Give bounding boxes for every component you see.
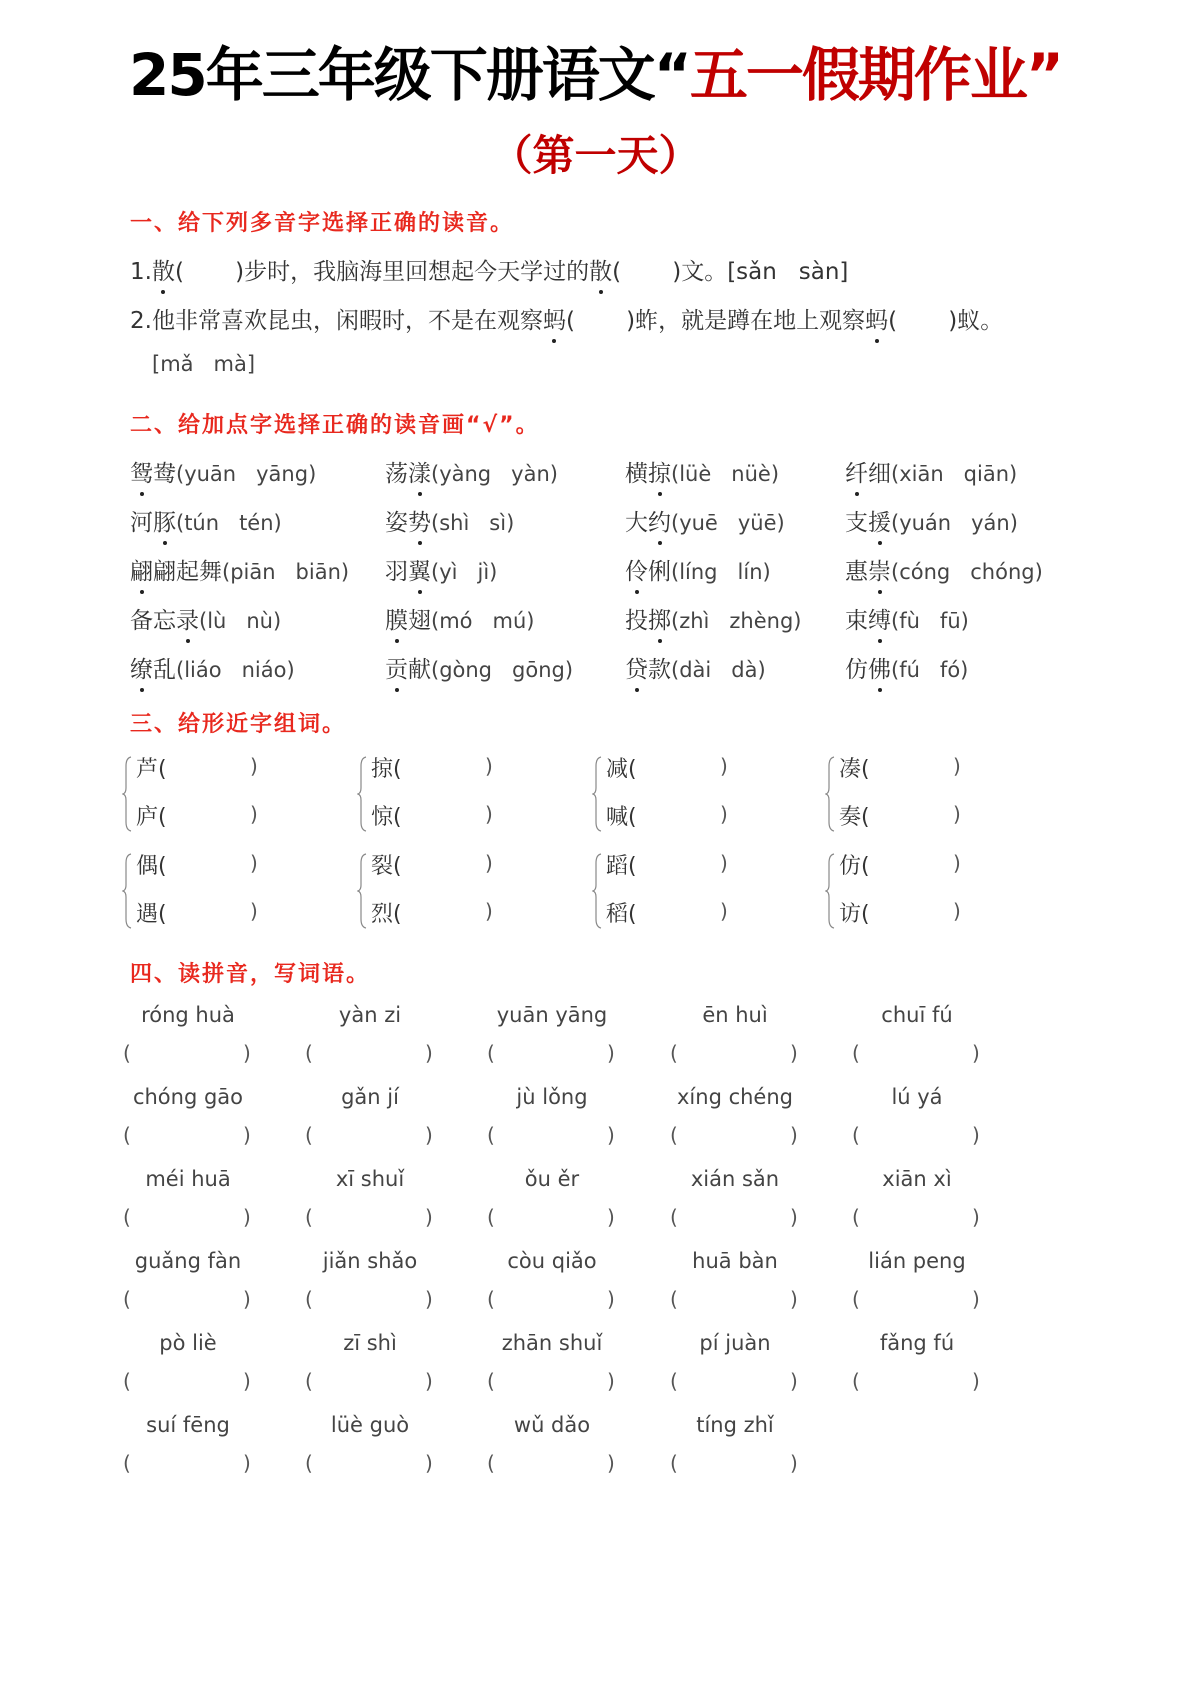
- pinyin-options[interactable]: (fù fū): [891, 609, 969, 633]
- answer-blank[interactable]: ): [953, 802, 961, 826]
- answer-close[interactable]: ): [243, 1041, 251, 1065]
- char: 凑: [839, 757, 862, 782]
- dotted-char: 豚: [153, 504, 176, 537]
- answer-close[interactable]: ): [607, 1041, 615, 1065]
- answer-open[interactable]: (: [123, 1205, 131, 1229]
- word-item: [625, 651, 766, 684]
- answer-open: (: [861, 854, 870, 879]
- pinyin-options[interactable]: (yì jì): [431, 560, 498, 584]
- answer-close[interactable]: ): [425, 1451, 433, 1475]
- answer-close[interactable]: ): [607, 1369, 615, 1393]
- pinyin-text: xī shuǐ: [335, 1167, 405, 1191]
- answer-close[interactable]: ): [243, 1369, 251, 1393]
- answer-blank[interactable]: ): [485, 899, 493, 923]
- word-text: 翩起舞: [153, 559, 222, 585]
- dotted-char: 漾: [408, 455, 431, 488]
- pinyin-text: méi huā: [145, 1167, 231, 1191]
- answer-close[interactable]: ): [790, 1287, 798, 1311]
- char-line: [606, 800, 637, 831]
- answer-open[interactable]: (: [487, 1451, 495, 1475]
- answer-open: (: [158, 854, 167, 879]
- word-text: 仿: [845, 657, 868, 683]
- char: 仿: [839, 854, 862, 879]
- pinyin-text: lú yá: [891, 1085, 943, 1109]
- answer-close[interactable]: ): [607, 1451, 615, 1475]
- word-text: 荡: [385, 461, 408, 487]
- dotted-char: 纤: [845, 455, 868, 488]
- answer-open: (: [158, 805, 167, 830]
- pinyin-options[interactable]: (yuān yāng): [176, 462, 317, 486]
- answer-open[interactable]: (: [305, 1041, 313, 1065]
- answer-blank[interactable]: ): [250, 851, 258, 875]
- char-line: [136, 800, 167, 831]
- pinyin-text: zī shì: [343, 1331, 397, 1355]
- answer-close[interactable]: ): [607, 1205, 615, 1229]
- word-item: [385, 651, 573, 684]
- pinyin-text: lián peng: [868, 1249, 966, 1273]
- word-text: 支: [845, 510, 868, 536]
- pinyin-text: fǎng fú: [879, 1331, 955, 1355]
- answer-close[interactable]: ): [972, 1041, 980, 1065]
- answer-open[interactable]: (: [670, 1451, 678, 1475]
- answer-open[interactable]: (: [123, 1123, 131, 1147]
- page-title: [0, 40, 1191, 110]
- answer-open[interactable]: (: [487, 1287, 495, 1311]
- pinyin-text: ǒu ěr: [524, 1167, 580, 1191]
- section2-row: [130, 602, 1110, 642]
- answer-open[interactable]: (: [670, 1205, 678, 1229]
- word-text: 俐: [648, 559, 671, 585]
- word-text: 乱: [153, 657, 176, 683]
- answer-open: (: [393, 854, 402, 879]
- pinyin-options[interactable]: (liáo niáo): [176, 658, 295, 682]
- section1-heading: 一、给下列多音字选择正确的读音。: [130, 211, 515, 236]
- answer-open[interactable]: (: [487, 1205, 495, 1229]
- section1-question-2-options: [mǎ mà]: [152, 352, 256, 376]
- brace-icon: [825, 853, 835, 929]
- answer-close[interactable]: ): [790, 1369, 798, 1393]
- pinyin-options[interactable]: (xiān qiān): [891, 462, 1018, 486]
- pinyin-options[interactable]: (yàng yàn): [431, 462, 558, 486]
- answer-blank[interactable]: ): [485, 802, 493, 826]
- pinyin-text: pí juàn: [699, 1331, 771, 1355]
- pinyin-options[interactable]: (yuē yüē): [671, 511, 785, 535]
- pinyin-text: ēn huì: [702, 1003, 768, 1027]
- pinyin-options[interactable]: (cóng chóng): [891, 560, 1043, 584]
- char: 遇: [136, 902, 159, 927]
- pinyin-text: yàn zi: [338, 1003, 402, 1027]
- char: 减: [606, 757, 629, 782]
- word-text: 备忘: [130, 608, 176, 634]
- answer-open[interactable]: (: [487, 1041, 495, 1065]
- pinyin-text: xián sǎn: [690, 1167, 780, 1191]
- char-line: [839, 849, 870, 880]
- char-line: [839, 897, 870, 928]
- answer-blank[interactable]: ): [953, 754, 961, 778]
- brace-icon: [122, 853, 132, 929]
- answer-close[interactable]: ): [790, 1123, 798, 1147]
- pinyin-text: xíng chéng: [677, 1085, 793, 1109]
- answer-close[interactable]: ): [243, 1205, 251, 1229]
- char: 庐: [136, 805, 159, 830]
- pinyin-options[interactable]: (líng lín): [671, 560, 771, 584]
- answer-open[interactable]: (: [670, 1287, 678, 1311]
- answer-close[interactable]: ): [607, 1123, 615, 1147]
- pinyin-options[interactable]: (yuán yán): [891, 511, 1018, 535]
- brace-icon: [357, 853, 367, 929]
- answer-open[interactable]: (: [305, 1369, 313, 1393]
- answer-close[interactable]: ): [972, 1287, 980, 1311]
- word-text: 款: [648, 657, 671, 683]
- section2-row: [130, 504, 1110, 544]
- word-text: 献: [408, 657, 431, 683]
- dotted-char: 散: [589, 253, 612, 286]
- dotted-char: 散: [152, 253, 175, 286]
- answer-open: (: [628, 805, 637, 830]
- answer-open[interactable]: (: [123, 1369, 131, 1393]
- char: 芦: [136, 757, 159, 782]
- answer-blank[interactable]: ): [250, 899, 258, 923]
- dotted-char: 录: [176, 602, 199, 635]
- answer-open[interactable]: (: [852, 1287, 860, 1311]
- answer-blank[interactable]: ): [720, 899, 728, 923]
- pinyin-text: chóng gāo: [132, 1085, 244, 1109]
- answer-open: (: [393, 757, 402, 782]
- section2-row: [130, 455, 1110, 495]
- pinyin-text: yuān yāng: [496, 1003, 608, 1027]
- word-text: 姿: [385, 510, 408, 536]
- word-item: [845, 602, 969, 635]
- answer-blank[interactable]: ): [720, 851, 728, 875]
- section2-row: [130, 553, 1110, 593]
- word-item: [130, 553, 349, 586]
- answer-close[interactable]: ): [972, 1369, 980, 1393]
- answer-close[interactable]: ): [243, 1287, 251, 1311]
- word-item: [130, 455, 316, 488]
- pinyin-text: suí fēng: [146, 1413, 230, 1437]
- answer-close[interactable]: ): [243, 1451, 251, 1475]
- word-item: [385, 455, 558, 488]
- char-line: [839, 752, 870, 783]
- answer-open: (: [861, 757, 870, 782]
- word-item: [385, 553, 497, 586]
- pinyin-text: huā bàn: [692, 1249, 778, 1273]
- word-item: [845, 504, 1018, 537]
- word-text: 束: [845, 608, 868, 634]
- answer-blank[interactable]: ): [720, 754, 728, 778]
- pinyin-text: xiān xì: [882, 1167, 952, 1191]
- word-item: [385, 602, 534, 635]
- char-line: [136, 897, 167, 928]
- word-item: [130, 602, 281, 635]
- word-text: 河: [130, 510, 153, 536]
- brace-icon: [122, 756, 132, 832]
- word-item: [845, 651, 968, 684]
- answer-open: (: [393, 902, 402, 927]
- pinyin-text: pò liè: [159, 1331, 217, 1355]
- answer-blank[interactable]: ): [953, 851, 961, 875]
- dotted-char: 约: [648, 504, 671, 537]
- char-line: [136, 849, 167, 880]
- word-item: [625, 455, 779, 488]
- section3-heading: 三、给形近字组词。: [130, 712, 347, 737]
- pinyin-text: guǎng fàn: [134, 1249, 242, 1273]
- answer-close[interactable]: ): [790, 1451, 798, 1475]
- dotted-char: 贷: [625, 651, 648, 684]
- word-item: [625, 602, 801, 635]
- word-item: [845, 553, 1043, 586]
- title-black-part: 25年三年级下册语文“: [129, 41, 690, 109]
- title-close-quote: ”: [1025, 41, 1062, 109]
- pinyin-text: chuī fú: [881, 1003, 953, 1027]
- answer-blank[interactable]: ): [720, 802, 728, 826]
- char: 蹈: [606, 854, 629, 879]
- char-line: [136, 752, 167, 783]
- word-text: 鸯: [153, 461, 176, 487]
- brace-icon: [357, 756, 367, 832]
- word-text: 细: [868, 461, 891, 487]
- pinyin-options[interactable]: (lüè nüè): [671, 462, 780, 486]
- char: 烈: [371, 902, 394, 927]
- answer-close[interactable]: ): [607, 1287, 615, 1311]
- pinyin-options[interactable]: (shì sì): [431, 511, 515, 535]
- answer-open[interactable]: (: [305, 1123, 313, 1147]
- question-number: 1.: [130, 259, 152, 285]
- char: 喊: [606, 805, 629, 830]
- answer-open[interactable]: (: [123, 1287, 131, 1311]
- char: 掠: [371, 757, 394, 782]
- pinyin-options[interactable]: (fú fó): [891, 658, 969, 682]
- answer-open[interactable]: (: [305, 1205, 313, 1229]
- char-line: [606, 849, 637, 880]
- answer-close[interactable]: ): [972, 1205, 980, 1229]
- answer-open: (: [158, 902, 167, 927]
- word-item: [385, 504, 514, 537]
- word-text: 投: [625, 608, 648, 634]
- dotted-char: 掷: [648, 602, 671, 635]
- dotted-char: 崇: [868, 553, 891, 586]
- section2-row: [130, 651, 1110, 691]
- char: 裂: [371, 854, 394, 879]
- word-item: [845, 455, 1017, 488]
- char: 偶: [136, 854, 159, 879]
- dotted-char: 援: [868, 504, 891, 537]
- answer-close[interactable]: ): [425, 1041, 433, 1065]
- word-item: [130, 651, 295, 684]
- dotted-char: 蚂: [543, 302, 566, 335]
- pinyin-text: lüè guò: [330, 1413, 410, 1437]
- pinyin-options[interactable]: (gòng gōng): [431, 658, 574, 682]
- section4-heading: 四、读拼音，写词语。: [130, 962, 371, 987]
- answer-open: (: [628, 757, 637, 782]
- word-text: 惠: [845, 559, 868, 585]
- char-line: [371, 800, 402, 831]
- answer-open[interactable]: (: [852, 1041, 860, 1065]
- brace-icon: [825, 756, 835, 832]
- pinyin-text: wǔ dǎo: [513, 1413, 591, 1437]
- answer-open: (: [861, 902, 870, 927]
- answer-close[interactable]: ): [425, 1369, 433, 1393]
- dotted-char: 掠: [648, 455, 671, 488]
- answer-open[interactable]: (: [852, 1369, 860, 1393]
- answer-close[interactable]: ): [790, 1041, 798, 1065]
- pinyin-options[interactable]: (piān biān): [222, 560, 350, 584]
- section1-question-2: [130, 302, 1003, 335]
- char: 奏: [839, 805, 862, 830]
- answer-blank[interactable]: ): [485, 851, 493, 875]
- dotted-char: 伶: [625, 553, 648, 586]
- brace-icon: [592, 853, 602, 929]
- word-item: [625, 553, 771, 586]
- char-line: [371, 752, 402, 783]
- dotted-char: 膜: [385, 602, 408, 635]
- dotted-char: 蚂: [865, 302, 888, 335]
- word-text: 翅: [408, 608, 431, 634]
- answer-open[interactable]: (: [305, 1287, 313, 1311]
- pinyin-text: jiǎn shǎo: [322, 1249, 418, 1273]
- word-item: [625, 504, 785, 537]
- dotted-char: 缚: [868, 602, 891, 635]
- answer-blank[interactable]: ): [250, 754, 258, 778]
- section2-heading: 二、给加点字选择正确的读音画“√”。: [130, 413, 540, 438]
- page-subtitle: （第一天）: [490, 131, 701, 180]
- answer-open[interactable]: (: [852, 1205, 860, 1229]
- char-line: [606, 897, 637, 928]
- dotted-char: 翩: [130, 553, 153, 586]
- pinyin-options[interactable]: (mó mú): [431, 609, 535, 633]
- char: 稻: [606, 902, 629, 927]
- pinyin-text: còu qiǎo: [507, 1249, 597, 1273]
- answer-open[interactable]: (: [487, 1369, 495, 1393]
- pinyin-text: jù lǒng: [516, 1085, 588, 1109]
- pinyin-options[interactable]: (lù nù): [199, 609, 282, 633]
- answer-open: (: [158, 757, 167, 782]
- answer-close[interactable]: ): [425, 1123, 433, 1147]
- answer-blank[interactable]: ): [953, 899, 961, 923]
- answer-open[interactable]: (: [123, 1451, 131, 1475]
- answer-open[interactable]: (: [852, 1123, 860, 1147]
- word-text: 大: [625, 510, 648, 536]
- word-item: [130, 504, 282, 537]
- pinyin-text: róng huà: [141, 1003, 235, 1027]
- section1-question-1: [130, 253, 848, 286]
- word-text: 羽: [385, 559, 408, 585]
- dotted-char: 鸳: [130, 455, 153, 488]
- pinyin-text: zhān shuǐ: [501, 1331, 603, 1355]
- dotted-char: 缭: [130, 651, 153, 684]
- answer-open[interactable]: (: [670, 1041, 678, 1065]
- answer-close[interactable]: ): [425, 1287, 433, 1311]
- title-red-part: 五一假期作业: [689, 41, 1026, 109]
- answer-open: (: [393, 805, 402, 830]
- question-text: 他非常喜欢昆虫，闲暇时，不是在观察: [151, 308, 543, 334]
- question-text: ( )蚁。: [888, 308, 1004, 334]
- question-text: ( )文。[sǎn sàn]: [612, 259, 849, 285]
- answer-open[interactable]: (: [305, 1451, 313, 1475]
- answer-open[interactable]: (: [487, 1123, 495, 1147]
- answer-open: (: [861, 805, 870, 830]
- pinyin-options[interactable]: (dài dà): [671, 658, 766, 682]
- answer-open: (: [628, 902, 637, 927]
- pinyin-options[interactable]: (zhì zhèng): [671, 609, 802, 633]
- char-line: [371, 897, 402, 928]
- answer-close[interactable]: ): [790, 1205, 798, 1229]
- pinyin-options[interactable]: (tún tén): [176, 511, 282, 535]
- char-line: [371, 849, 402, 880]
- answer-blank[interactable]: ): [250, 802, 258, 826]
- answer-close[interactable]: ): [972, 1123, 980, 1147]
- char: 访: [839, 902, 862, 927]
- question-text: ( )步时，我脑海里回想起今天学过的: [174, 259, 590, 285]
- question-number: 2.: [130, 308, 152, 334]
- question-text: ( )蚱，就是蹲在地上观察: [565, 308, 866, 334]
- dotted-char: 佛: [868, 651, 891, 684]
- answer-close[interactable]: ): [243, 1123, 251, 1147]
- answer-open: (: [628, 854, 637, 879]
- char-line: [606, 752, 637, 783]
- char: 惊: [371, 805, 394, 830]
- brace-icon: [592, 756, 602, 832]
- answer-open[interactable]: (: [670, 1123, 678, 1147]
- char-line: [839, 800, 870, 831]
- dotted-char: 势: [408, 504, 431, 537]
- answer-open[interactable]: (: [123, 1041, 131, 1065]
- answer-open[interactable]: (: [670, 1369, 678, 1393]
- dotted-char: 贡: [385, 651, 408, 684]
- answer-blank[interactable]: ): [485, 754, 493, 778]
- word-text: 横: [625, 461, 648, 487]
- answer-close[interactable]: ): [425, 1205, 433, 1229]
- pinyin-text: tíng zhǐ: [696, 1413, 774, 1437]
- dotted-char: 翼: [408, 553, 431, 586]
- pinyin-text: gǎn jí: [341, 1085, 399, 1109]
